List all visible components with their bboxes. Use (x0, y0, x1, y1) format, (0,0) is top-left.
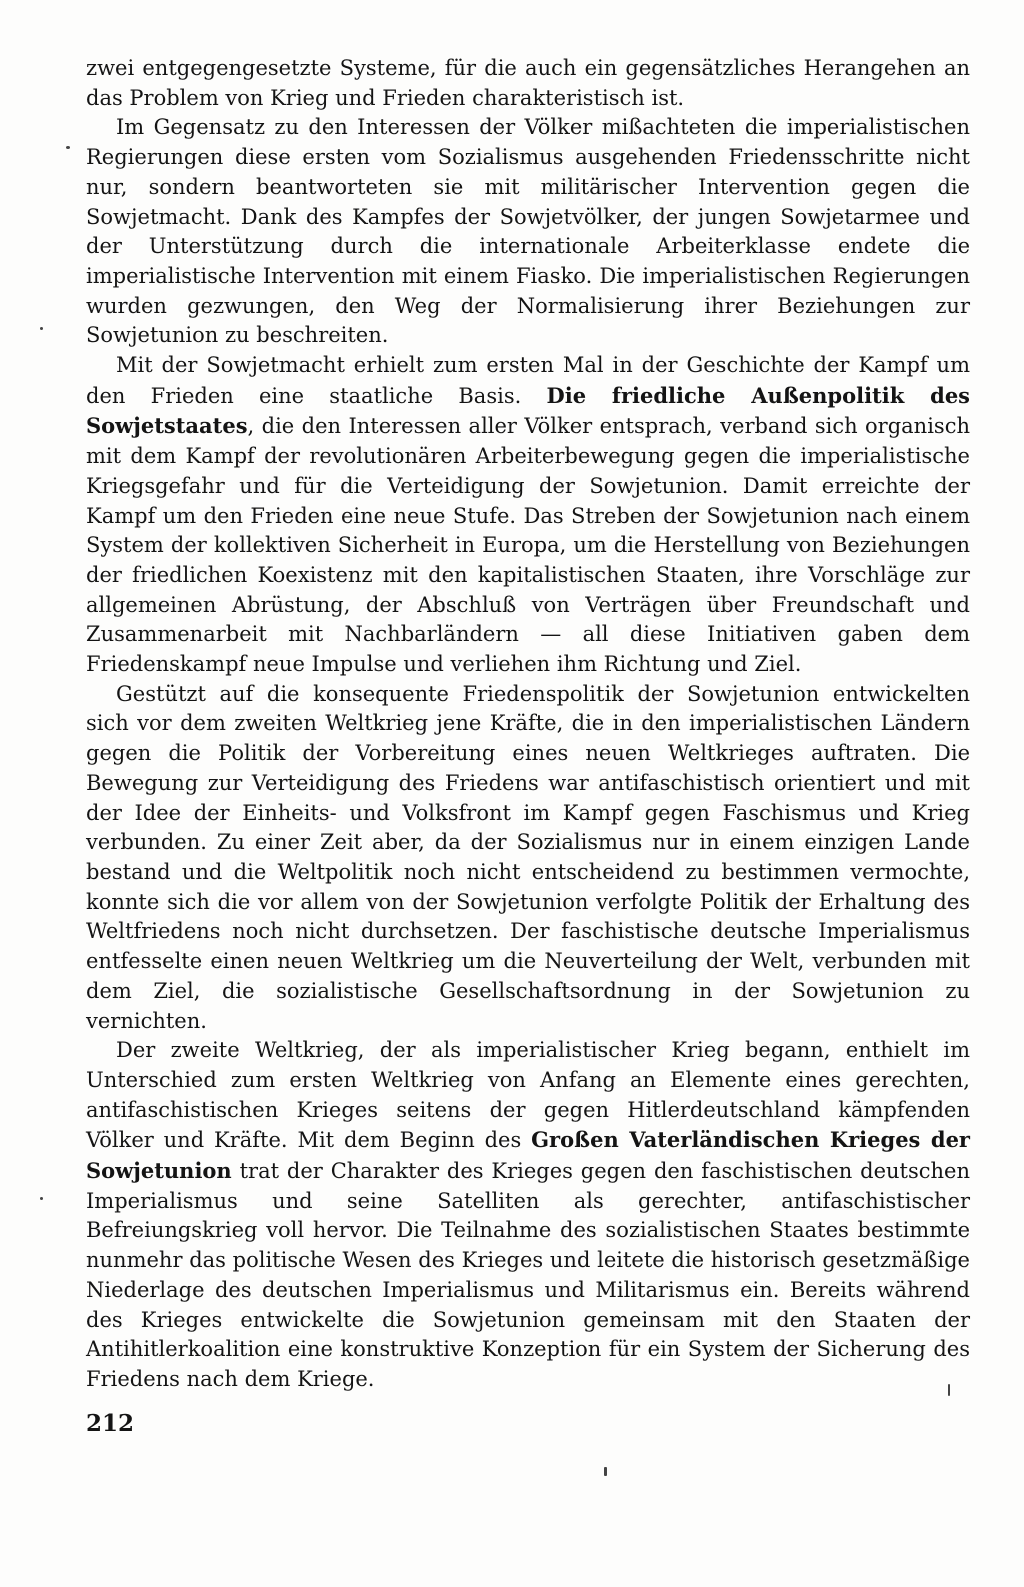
text-run: , die den Interessen aller Völker entsprach, verband sich organisch mit dem Kampf der revolutionären Arbeiterbewegung gegen die imperialistische Kriegsgefahr und für die Verteidigung der Sowjetunion. Damit erreichte der Kampf um den Frieden eine neue Stufe. Das Streben der Sowjetunion nach einem System der kollektiven Sicherheit in Europa, um die Herstellung von Beziehungen der friedlichen Koexistenz mit den kapitalistischen Staaten, ihre Vorschläge zur allgemeinen Abrüstung, der Abschluß von Verträgen über Freundschaft und Zusammenarbeit mit Nachbarländern — all diese Initiativen gaben dem Friedenskampf neue Impulse und verliehen ihm Richtung und Ziel. (86, 414, 970, 677)
text-run: Mit der Sowjetmacht erhielt zum ersten Mal in der Geschichte der Kampf um den Frieden eine staatliche Basis. (86, 353, 970, 408)
scan-speck (948, 1384, 950, 1396)
text-run: zwei entgegengesetzte Systeme, für die auch ein gegensätzliches Herangehen an das Problem von Krieg und Frieden charakteristisch ist. (86, 56, 970, 110)
text-run: Der zweite Weltkrieg, der als imperialistischer Krieg begann, enthielt im Unterschied zum ersten Weltkrieg von Anfang an Elemente eines gerechten, antifaschistischen Krieges seitens der gegen Hitlerdeutschland kämpfenden Völker und Kräfte. Mit dem Beginn des (86, 1038, 970, 1153)
paragraph (86, 1036, 970, 1394)
body-text (86, 54, 970, 1395)
scan-speck (40, 1197, 43, 1200)
paragraph (86, 54, 970, 113)
scan-speck (66, 146, 70, 149)
scan-speck (40, 327, 43, 330)
text-run: trat der Charakter des Krieges gegen den faschistischen deutschen Imperialismus und seine Satelliten als gerechter, antifaschistischer Befreiungskrieg voll hervor. Die Teilnahme des sozialistischen Staates bestimmte nunmehr das politische Wesen des Krieges und leitete die historisch gesetzmäßige Niederlage des deutschen Imperialismus und Militarismus ein. Bereits während des Krieges entwickelte die Sowjetunion gemeinsam mit den Staaten der Antihitlerkoalition eine konstruktive Konzeption für ein System der Sicherung des Friedens nach dem Kriege. (86, 1159, 970, 1391)
bold-term: Großen Vaterländischen Krieges der Sowjetunion (86, 1127, 970, 1184)
text-run: Gestützt auf die konsequente Friedenspolitik der Sowjetunion entwickelten sich vor dem zweiten Weltkrieg jene Kräfte, die in den imperialistischen Ländern gegen die Politik der Vorbereitung eines neuen Weltkrieges auftraten. Die Bewegung zur Verteidigung des Friedens war antifaschistisch orientiert und mit der Idee der Einheits- und Volksfront im Kampf gegen Faschismus und Krieg verbunden. Zu einer Zeit aber, da der Sozialismus nur in einem einzigen Lande bestand und die Weltpolitik noch nicht entscheidend zu bestimmen vermochte, konnte sich die vor allem von der Sowjetunion verfolgte Politik der Erhaltung des Weltfriedens noch nicht durchsetzen. Der faschistische deutsche Imperialismus entfesselte einen neuen Weltkrieg um die Neuverteilung der Welt, verbunden mit dem Ziel, die sozialistische Gesellschaftsordnung in der Sowjetunion zu vernichten. (86, 681, 970, 1033)
paragraph (86, 351, 970, 680)
page-number: 212 (86, 1410, 135, 1437)
bold-term: Die friedliche Außenpolitik des Sowjetstaates (86, 382, 970, 439)
paragraph (86, 680, 970, 1036)
text-run: Im Gegensatz zu den Interessen der Völker mißachteten die imperialistischen Regierungen diese ersten vom Sozialismus ausgehenden Friedensschritte nicht nur, sondern beantworteten sie mit militärischer Intervention gegen die Sowjetmacht. Dank des Kampfes der Sowjetvölker, der jungen Sowjetarmee und der Unterstützung durch die internationale Arbeiterklasse endete die imperialistische Intervention mit einem Fiasko. Die imperialistischen Regierungen wurden gezwungen, den Weg der Normalisierung ihrer Beziehungen zur Sowjetunion zu beschreiten. (86, 115, 970, 348)
paragraph (86, 113, 970, 351)
scan-speck (604, 1467, 607, 1476)
